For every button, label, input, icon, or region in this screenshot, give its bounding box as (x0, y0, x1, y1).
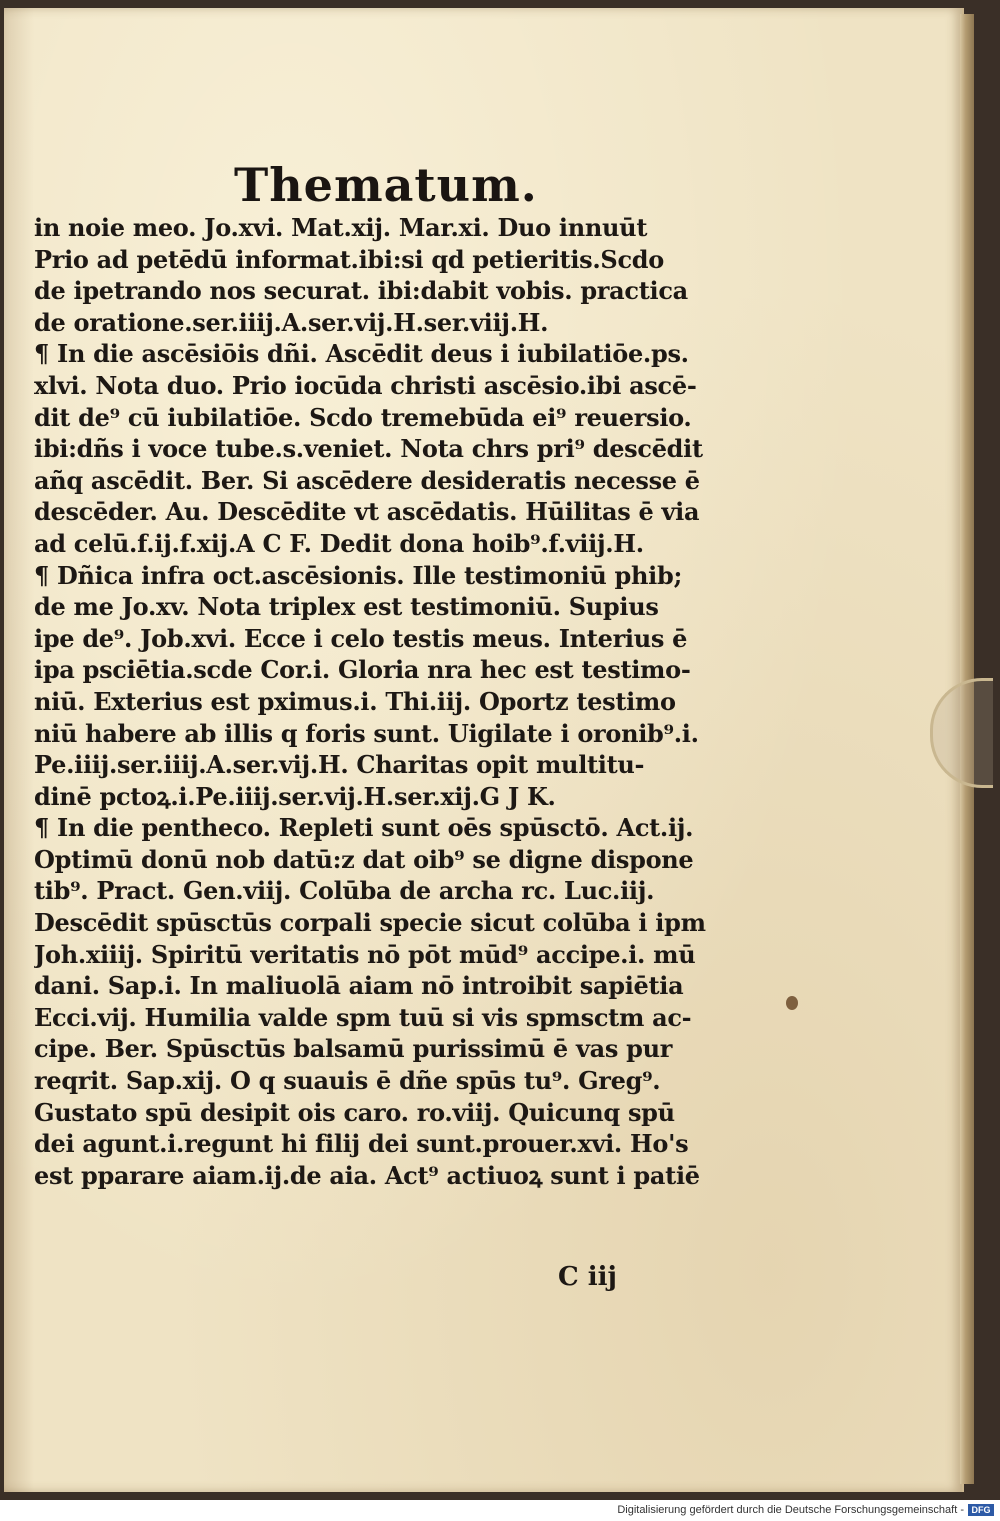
text-line: Gustato spū desipit ois caro. ro.viij. Quicunq spū (34, 1097, 675, 1127)
text-line: tib⁹. Pract. Gen.viij. Colūba de archa rc. Luc.iij. (34, 876, 655, 906)
text-line: niū. Exterius est pximus.i. Thi.iij. Oportz testimo (34, 686, 676, 716)
text-line: dinē pctoꝝ.i.Pe.iiij.ser.vij.H.ser.xij.G J K. (34, 781, 556, 811)
text-line: ibi:dñs i voce tube.s.veniet. Nota chrs pri⁹ descēdit (34, 434, 703, 464)
ink-stain (786, 996, 798, 1010)
text-line: Pe.iiij.ser.iiij.A.ser.vij.H. Charitas opit multitu- (34, 750, 645, 780)
text-line: Joh.xiiij. Spiritū veritatis nō pōt mūd⁹ accipe.i. mū (34, 939, 696, 969)
dfg-logo: DFG (968, 1504, 994, 1516)
text-line: xlvi. Nota duo. Prio iocūda christi ascēsio.ibi ascē- (34, 370, 697, 400)
text-line: añq ascēdit. Ber. Si ascēdere desideratis necesse ē (34, 465, 700, 495)
text-line: in noie meo. Jo.xvi. Mat.xij. Mar.xi. Duo innuūt (34, 213, 648, 242)
text-line: ¶ Dñica infra oct.ascēsionis. Ille testimoniū phib; (34, 560, 683, 590)
signature-mark: C iij (558, 1262, 617, 1292)
text-line: ipe de⁹. Job.xvi. Ecce i celo testis meus. Interius ē (34, 623, 688, 653)
text-line: dit de⁹ cū iubilatiōe. Scdo tremebūda ei⁹ reuersio. (34, 402, 692, 432)
text-line: dani. Sap.i. In maliuolā aiam nō introibit sapiētia (34, 971, 684, 1001)
footer-bar (0, 1500, 1000, 1521)
text-line: ad celū.f.ij.f.xij.A C F. Dedit dona hoib⁹.f.viij.H. (34, 528, 644, 558)
text-line: niū habere ab illis q foris sunt. Uigilate i oronib⁹.i. (34, 718, 699, 748)
text-body (34, 212, 750, 1191)
text-line: reqrit. Sap.xij. O q suauis ē dñe spūs tu⁹. Greg⁹. (34, 1066, 661, 1096)
text-line: Prio ad petēdū informat.ibi:si qd petieritis.Scdo (34, 244, 664, 274)
text-line: descēder. Au. Descēdite vt ascēdatis. Hūilitas ē via (34, 497, 700, 527)
text-line: Ecci.vij. Humilia valde spm tuū si vis spmsctm ac- (34, 1002, 692, 1032)
text-line: de ipetrando nos securat. ibi:dabit vobis. practica (34, 276, 688, 306)
text-line: de me Jo.xv. Nota triplex est testimoniū. Supius (34, 592, 659, 622)
text-line: ¶ In die ascēsiōis dñi. Ascēdit deus i iubilatiōe.ps. (34, 339, 689, 369)
text-line: cipe. Ber. Spūsctūs balsamū purissimū ē vas pur (34, 1034, 673, 1064)
page-heading: Thematum. (234, 158, 538, 212)
text-line: ipa psciētia.scde Cor.i. Gloria nra hec est testimo- (34, 655, 691, 685)
text-line: est pparare aiam.ij.de aia. Act⁹ actiuoꝝ sunt i patiē (34, 1160, 700, 1190)
text-line: ¶ In die pentheco. Repleti sunt oēs spūsctō. Act.ij. (34, 813, 694, 843)
text-line: Descēdit spūsctūs corpali specie sicut colūba i ipm (34, 908, 706, 938)
footer-credit: Digitalisierung gefördert durch die Deutsche Forschungsgemeinschaft - (617, 1504, 964, 1516)
text-line: Optimū donū nob datū:z dat oib⁹ se digne dispone (34, 844, 694, 874)
text-line: de oratione.ser.iiij.A.ser.vij.H.ser.viij.H. (34, 307, 549, 337)
text-line: dei agunt.i.regunt hi filij dei sunt.prouer.xvi. Ho's (34, 1129, 689, 1159)
